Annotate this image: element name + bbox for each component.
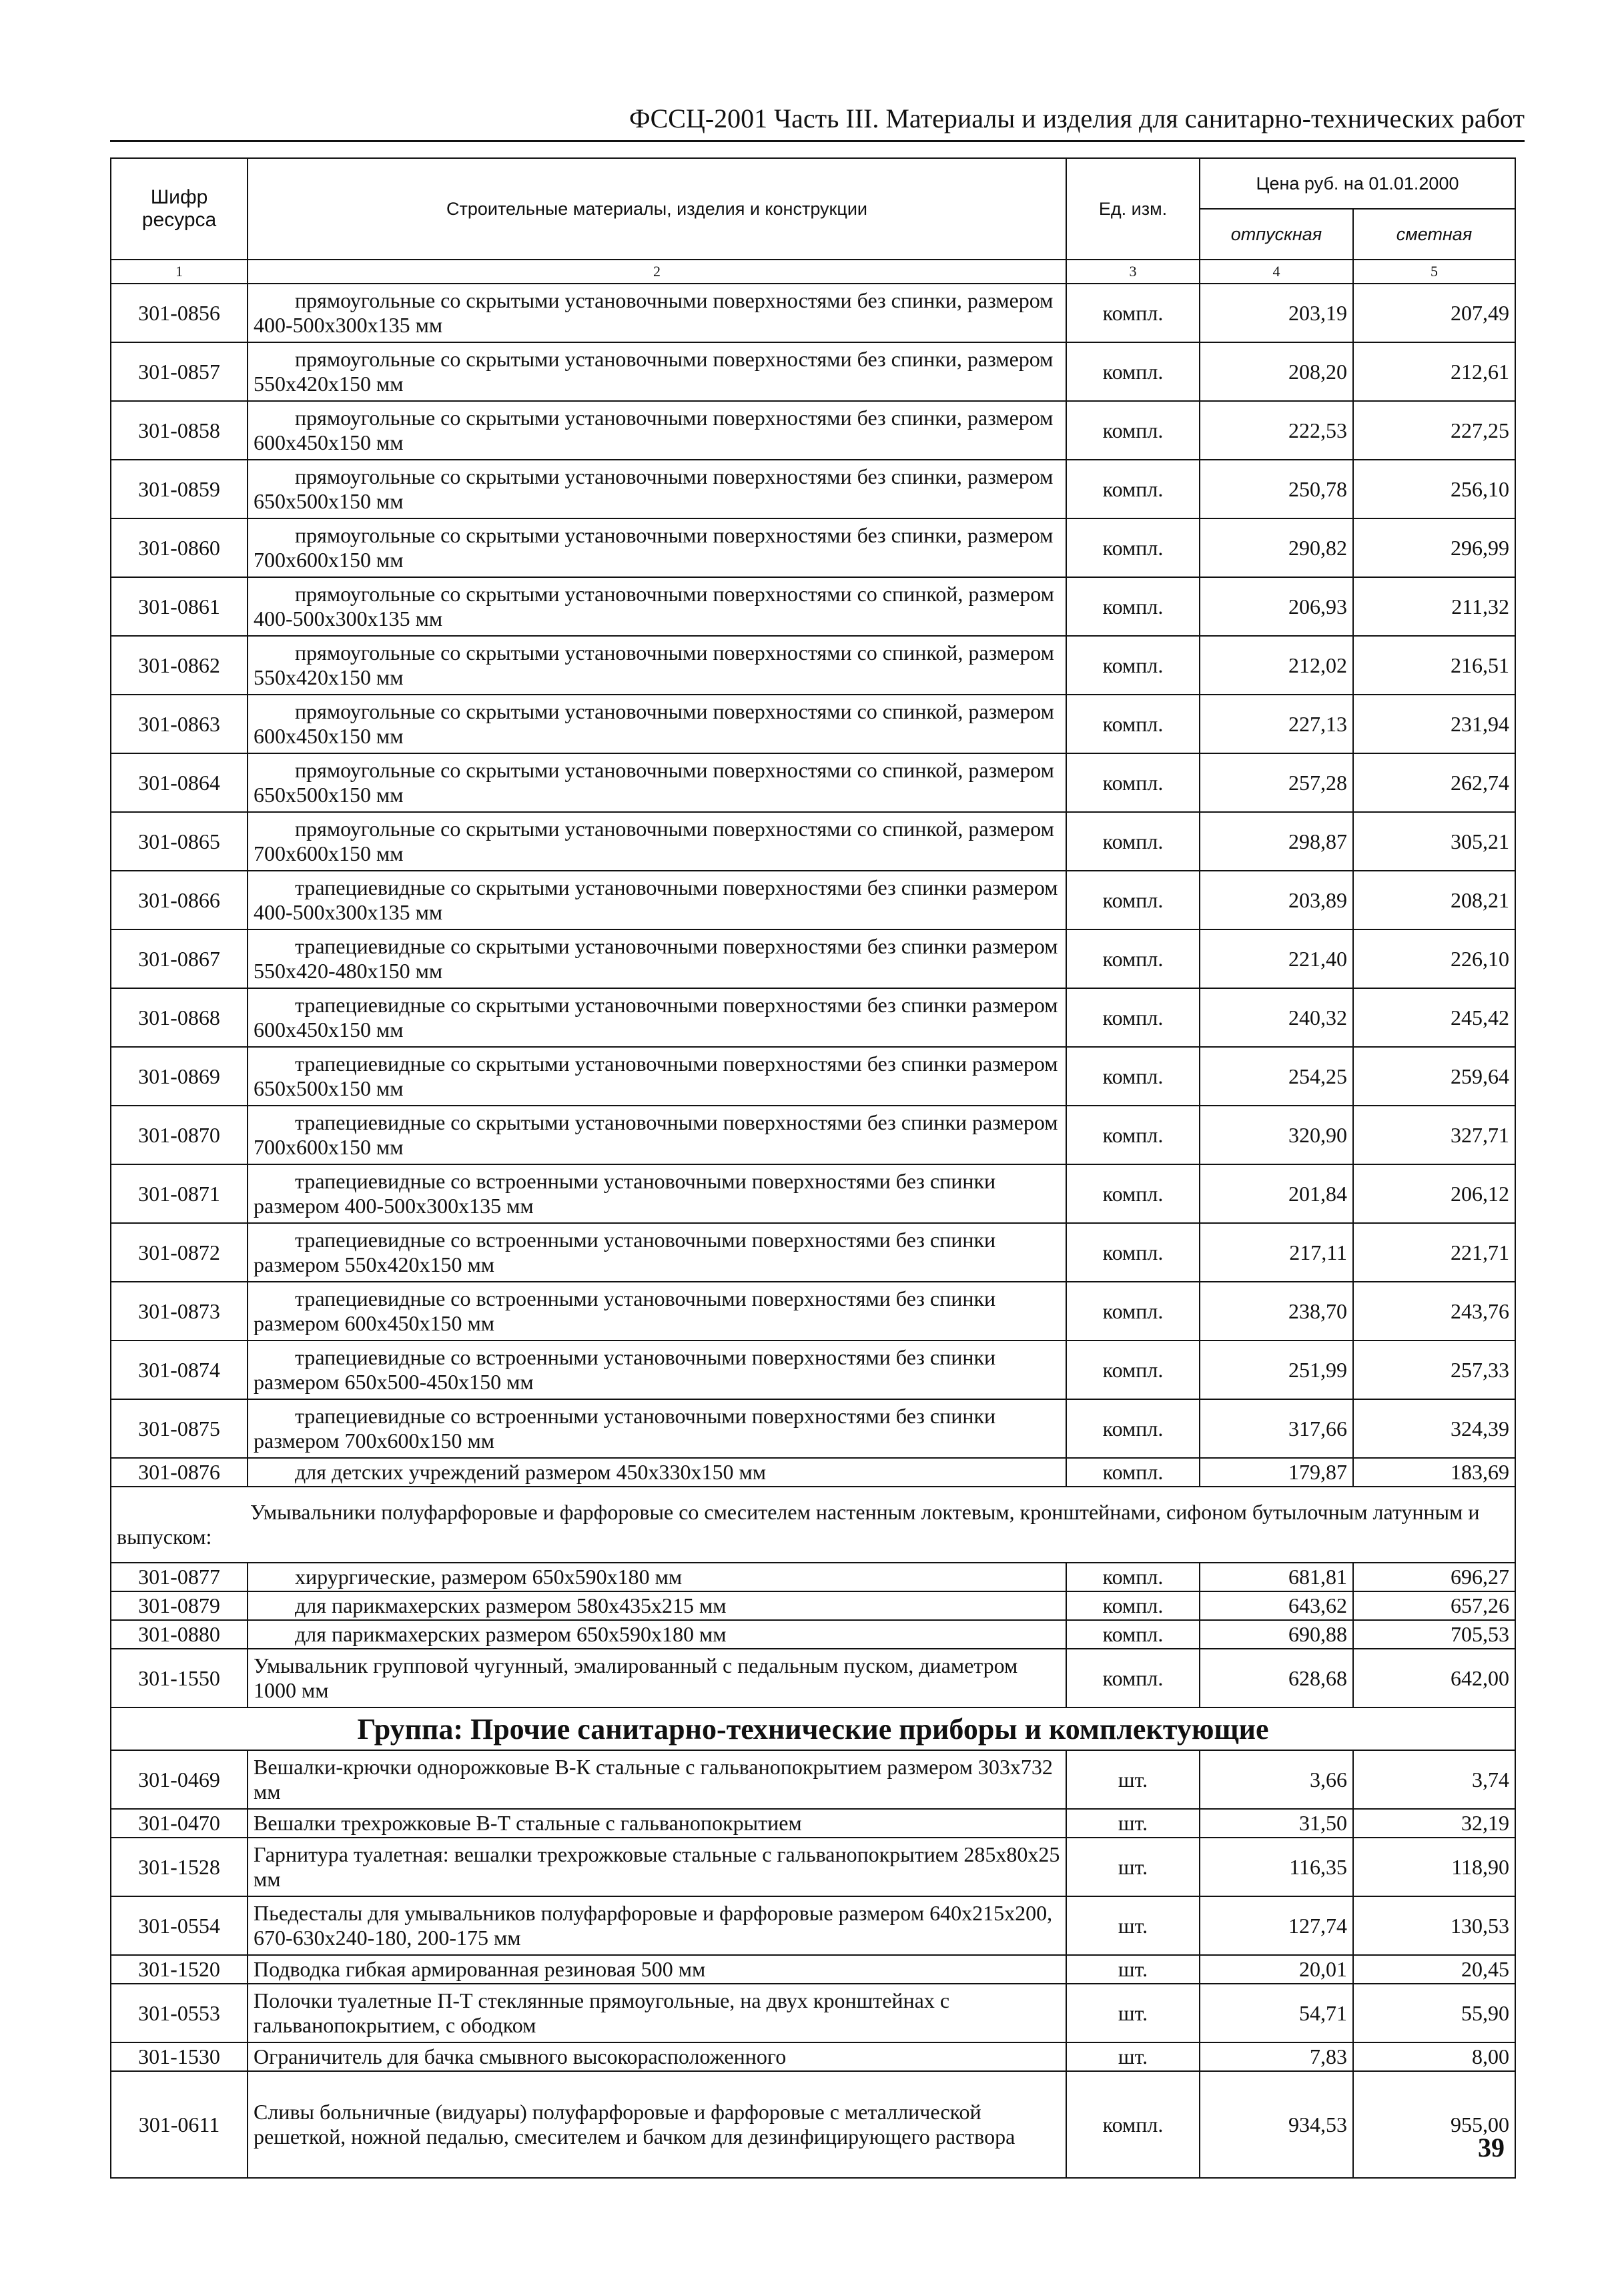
price-wholesale: 179,87 — [1200, 1458, 1353, 1487]
price-estimate: 305,21 — [1353, 812, 1515, 871]
price-table — [110, 157, 1516, 2179]
price-estimate: 324,39 — [1353, 1399, 1515, 1458]
resource-code: 301-0867 — [111, 929, 248, 988]
resource-code: 301-0611 — [111, 2071, 248, 2178]
resource-code: 301-0875 — [111, 1399, 248, 1458]
table-row — [111, 401, 1515, 460]
price-wholesale: 290,82 — [1200, 518, 1353, 577]
col-header-estimate: сметная — [1353, 209, 1515, 260]
price-wholesale: 643,62 — [1200, 1591, 1353, 1620]
unit: компл. — [1066, 460, 1200, 518]
price-estimate: 243,76 — [1353, 1282, 1515, 1341]
resource-name: прямоугольные со скрытыми установочными поверхностями без спинки, размером 550х420х150 мм — [248, 342, 1066, 401]
unit: компл. — [1066, 1164, 1200, 1223]
table-row — [111, 1750, 1515, 1809]
price-estimate: 327,71 — [1353, 1106, 1515, 1164]
unit: компл. — [1066, 988, 1200, 1047]
unit: шт. — [1066, 1750, 1200, 1809]
unit: компл. — [1066, 1399, 1200, 1458]
price-estimate: 955,00 — [1353, 2071, 1515, 2178]
table-row — [111, 812, 1515, 871]
resource-code: 301-0861 — [111, 577, 248, 636]
resource-name: прямоугольные со скрытыми установочными поверхностями без спинки, размером 650х500х150 мм — [248, 460, 1066, 518]
resource-code: 301-0872 — [111, 1223, 248, 1282]
unit: компл. — [1066, 1649, 1200, 1707]
col-index: 4 — [1200, 260, 1353, 284]
page-header-title: ФССЦ-2001 Часть III. Материалы и изделия для санитарно-технических работ — [629, 103, 1525, 133]
table-row — [111, 460, 1515, 518]
resource-name: прямоугольные со скрытыми установочными поверхностями со спинкой, размером 700х600х150 мм — [248, 812, 1066, 871]
resource-code: 301-0554 — [111, 1896, 248, 1955]
price-wholesale: 317,66 — [1200, 1399, 1353, 1458]
resource-name: Пьедесталы для умывальников полуфарфоровые и фарфоровые размером 640х215х200, 670-630х240-180, 200-175 мм — [248, 1896, 1066, 1955]
price-estimate: 657,26 — [1353, 1591, 1515, 1620]
resource-name: трапециевидные со встроенными установочными поверхностями без спинки размером 600х450х150 мм — [248, 1282, 1066, 1341]
price-wholesale: 203,19 — [1200, 284, 1353, 342]
price-wholesale: 203,89 — [1200, 871, 1353, 929]
price-estimate: 221,71 — [1353, 1223, 1515, 1282]
resource-code: 301-0879 — [111, 1591, 248, 1620]
resource-code: 301-0470 — [111, 1809, 248, 1838]
price-wholesale: 240,32 — [1200, 988, 1353, 1047]
price-wholesale: 251,99 — [1200, 1341, 1353, 1399]
resource-name: Гарнитура туалетная: вешалки трехрожковые стальные с гальванопокрытием 285х80х25 мм — [248, 1838, 1066, 1896]
table-row — [111, 284, 1515, 342]
price-estimate: 20,45 — [1353, 1955, 1515, 1984]
resource-name: трапециевидные со скрытыми установочными поверхностями без спинки размером 600х450х150 мм — [248, 988, 1066, 1047]
price-wholesale: 257,28 — [1200, 753, 1353, 812]
resource-code: 301-0865 — [111, 812, 248, 871]
table-row — [111, 636, 1515, 695]
resource-name: Умывальник групповой чугунный, эмалированный с педальным пуском, диаметром 1000 мм — [248, 1649, 1066, 1707]
resource-name: Подводка гибкая армированная резиновая 500 мм — [248, 1955, 1066, 1984]
unit: компл. — [1066, 284, 1200, 342]
price-wholesale: 254,25 — [1200, 1047, 1353, 1106]
price-estimate: 216,51 — [1353, 636, 1515, 695]
resource-name: для парикмахерских размером 580х435х215 мм — [248, 1591, 1066, 1620]
price-estimate: 256,10 — [1353, 460, 1515, 518]
price-estimate: 8,00 — [1353, 2042, 1515, 2071]
resource-name: Вешалки-крючки однорожковые В-К стальные с гальванопокрытием размером 303х732 мм — [248, 1750, 1066, 1809]
price-estimate: 130,53 — [1353, 1896, 1515, 1955]
price-estimate: 231,94 — [1353, 695, 1515, 753]
price-wholesale: 222,53 — [1200, 401, 1353, 460]
table-row — [111, 871, 1515, 929]
price-wholesale: 320,90 — [1200, 1106, 1353, 1164]
resource-name: трапециевидные со скрытыми установочными поверхностями без спинки размером 400-500х300х135 мм — [248, 871, 1066, 929]
resource-name: прямоугольные со скрытыми установочными поверхностями без спинки, размером 700х600х150 мм — [248, 518, 1066, 577]
page-header — [110, 100, 1525, 142]
resource-code: 301-0868 — [111, 988, 248, 1047]
unit: компл. — [1066, 2071, 1200, 2178]
resource-code: 301-0860 — [111, 518, 248, 577]
price-estimate: 32,19 — [1353, 1809, 1515, 1838]
resource-code: 301-1550 — [111, 1649, 248, 1707]
col-header-unit: Ед. изм. — [1066, 158, 1200, 260]
resource-name: Полочки туалетные П-Т стеклянные прямоугольные, на двух кронштейнах с гальванопокрытием, с ободком — [248, 1984, 1066, 2042]
table-row — [111, 929, 1515, 988]
price-estimate: 257,33 — [1353, 1341, 1515, 1399]
unit: шт. — [1066, 1896, 1200, 1955]
table-row — [111, 1809, 1515, 1838]
section-row — [111, 1487, 1515, 1563]
col-header-wholesale: отпускная — [1200, 209, 1353, 260]
price-estimate: 227,25 — [1353, 401, 1515, 460]
unit: компл. — [1066, 753, 1200, 812]
resource-code: 301-0862 — [111, 636, 248, 695]
unit: компл. — [1066, 1563, 1200, 1591]
resource-name: прямоугольные со скрытыми установочными поверхностями со спинкой, размером 550х420х150 мм — [248, 636, 1066, 695]
resource-code: 301-0866 — [111, 871, 248, 929]
table-row — [111, 695, 1515, 753]
price-estimate: 183,69 — [1353, 1458, 1515, 1487]
resource-code: 301-1520 — [111, 1955, 248, 1984]
col-index: 2 — [248, 260, 1066, 284]
price-estimate: 211,32 — [1353, 577, 1515, 636]
col-header-code: Шифр ресурса — [111, 158, 248, 260]
resource-code: 301-0874 — [111, 1341, 248, 1399]
table-row — [111, 577, 1515, 636]
resource-name: хирургические, размером 650х590х180 мм — [248, 1563, 1066, 1591]
price-wholesale: 221,40 — [1200, 929, 1353, 988]
table-row — [111, 1223, 1515, 1282]
table-row — [111, 1047, 1515, 1106]
col-header-name: Строительные материалы, изделия и конструкции — [248, 158, 1066, 260]
resource-code: 301-0859 — [111, 460, 248, 518]
price-wholesale: 934,53 — [1200, 2071, 1353, 2178]
resource-name: трапециевидные со встроенными установочными поверхностями без спинки размером 650х500-450х150 мм — [248, 1341, 1066, 1399]
price-wholesale: 20,01 — [1200, 1955, 1353, 1984]
unit: компл. — [1066, 577, 1200, 636]
unit: компл. — [1066, 1223, 1200, 1282]
table-row — [111, 1282, 1515, 1341]
unit: компл. — [1066, 401, 1200, 460]
table-row — [111, 753, 1515, 812]
price-wholesale: 116,35 — [1200, 1838, 1353, 1896]
resource-name: трапециевидные со встроенными установочными поверхностями без спинки размером 400-500х300х135 мм — [248, 1164, 1066, 1223]
section-text: Умывальники полуфарфоровые и фарфоровые со смесителем настенным локтевым, кронштейнами, сифоном бутылочным латунным и выпуском: — [111, 1487, 1515, 1563]
resource-name: прямоугольные со скрытыми установочными поверхностями без спинки, размером 600х450х150 мм — [248, 401, 1066, 460]
resource-code: 301-0469 — [111, 1750, 248, 1809]
price-wholesale: 127,74 — [1200, 1896, 1353, 1955]
unit: компл. — [1066, 636, 1200, 695]
table-row — [111, 1838, 1515, 1896]
resource-name: трапециевидные со встроенными установочными поверхностями без спинки размером 550х420х150 мм — [248, 1223, 1066, 1282]
price-estimate: 207,49 — [1353, 284, 1515, 342]
resource-name: прямоугольные со скрытыми установочными поверхностями со спинкой, размером 400-500х300х135 мм — [248, 577, 1066, 636]
resource-code: 301-0863 — [111, 695, 248, 753]
group-title: Группа: Прочие санитарно-технические приборы и комплектующие — [111, 1707, 1515, 1750]
price-estimate: 226,10 — [1353, 929, 1515, 988]
unit: компл. — [1066, 871, 1200, 929]
table-row — [111, 1984, 1515, 2042]
resource-name: Сливы больничные (видуары) полуфарфоровые и фарфоровые с металлической решеткой, ножной педалью, смесителем и бачком для дезинфицирующего раствора — [248, 2071, 1066, 2178]
resource-name: трапециевидные со скрытыми установочными поверхностями без спинки размером 700х600х150 мм — [248, 1106, 1066, 1164]
price-wholesale: 681,81 — [1200, 1563, 1353, 1591]
unit: шт. — [1066, 1838, 1200, 1896]
price-wholesale: 212,02 — [1200, 636, 1353, 695]
col-header-price: Цена руб. на 01.01.2000 — [1200, 158, 1515, 209]
unit: компл. — [1066, 1620, 1200, 1649]
unit: компл. — [1066, 929, 1200, 988]
price-wholesale: 31,50 — [1200, 1809, 1353, 1838]
price-estimate: 259,64 — [1353, 1047, 1515, 1106]
unit: компл. — [1066, 1458, 1200, 1487]
price-estimate: 262,74 — [1353, 753, 1515, 812]
unit: компл. — [1066, 1106, 1200, 1164]
unit: шт. — [1066, 1955, 1200, 1984]
price-estimate: 3,74 — [1353, 1750, 1515, 1809]
resource-code: 301-0870 — [111, 1106, 248, 1164]
price-wholesale: 298,87 — [1200, 812, 1353, 871]
table-row — [111, 1164, 1515, 1223]
price-estimate: 212,61 — [1353, 342, 1515, 401]
unit: компл. — [1066, 1047, 1200, 1106]
resource-name: для парикмахерских размером 650х590х180 мм — [248, 1620, 1066, 1649]
unit: компл. — [1066, 518, 1200, 577]
col-index: 1 — [111, 260, 248, 284]
unit: компл. — [1066, 1341, 1200, 1399]
table-row — [111, 1458, 1515, 1487]
table-row — [111, 1620, 1515, 1649]
table-row — [111, 1649, 1515, 1707]
table-row — [111, 342, 1515, 401]
table-row — [111, 1341, 1515, 1399]
table-row — [111, 1563, 1515, 1591]
price-wholesale: 54,71 — [1200, 1984, 1353, 2042]
table-row — [111, 2071, 1515, 2178]
resource-code: 301-0856 — [111, 284, 248, 342]
unit: компл. — [1066, 812, 1200, 871]
price-wholesale: 238,70 — [1200, 1282, 1353, 1341]
unit: шт. — [1066, 2042, 1200, 2071]
table-row — [111, 988, 1515, 1047]
resource-code: 301-1530 — [111, 2042, 248, 2071]
table-row — [111, 1896, 1515, 1955]
resource-name: трапециевидные со скрытыми установочными поверхностями без спинки размером 650х500х150 мм — [248, 1047, 1066, 1106]
table-row — [111, 1955, 1515, 1984]
resource-code: 301-0858 — [111, 401, 248, 460]
price-estimate: 55,90 — [1353, 1984, 1515, 2042]
resource-code: 301-0871 — [111, 1164, 248, 1223]
price-wholesale: 201,84 — [1200, 1164, 1353, 1223]
col-index: 3 — [1066, 260, 1200, 284]
table-row — [111, 1591, 1515, 1620]
price-wholesale: 7,83 — [1200, 2042, 1353, 2071]
resource-name: Вешалки трехрожковые В-Т стальные с гальванопокрытием — [248, 1809, 1066, 1838]
unit: шт. — [1066, 1984, 1200, 2042]
resource-code: 301-0869 — [111, 1047, 248, 1106]
price-wholesale: 227,13 — [1200, 695, 1353, 753]
unit: компл. — [1066, 1591, 1200, 1620]
unit: шт. — [1066, 1809, 1200, 1838]
price-wholesale: 217,11 — [1200, 1223, 1353, 1282]
resource-code: 301-0876 — [111, 1458, 248, 1487]
resource-code: 301-0877 — [111, 1563, 248, 1591]
table-row — [111, 518, 1515, 577]
resource-name: прямоугольные со скрытыми установочными поверхностями без спинки, размером 400-500х300х135 мм — [248, 284, 1066, 342]
price-wholesale: 208,20 — [1200, 342, 1353, 401]
table-row — [111, 1106, 1515, 1164]
price-estimate: 118,90 — [1353, 1838, 1515, 1896]
table-row — [111, 1399, 1515, 1458]
resource-code: 301-0873 — [111, 1282, 248, 1341]
price-estimate: 206,12 — [1353, 1164, 1515, 1223]
price-wholesale: 690,88 — [1200, 1620, 1353, 1649]
group-row — [111, 1707, 1515, 1750]
price-wholesale: 628,68 — [1200, 1649, 1353, 1707]
resource-name: трапециевидные со встроенными установочными поверхностями без спинки размером 700х600х150 мм — [248, 1399, 1066, 1458]
price-wholesale: 3,66 — [1200, 1750, 1353, 1809]
price-estimate: 245,42 — [1353, 988, 1515, 1047]
price-estimate: 296,99 — [1353, 518, 1515, 577]
resource-name: для детских учреждений размером 450х330х150 мм — [248, 1458, 1066, 1487]
resource-code: 301-0553 — [111, 1984, 248, 2042]
resource-code: 301-1528 — [111, 1838, 248, 1896]
price-wholesale: 250,78 — [1200, 460, 1353, 518]
unit: компл. — [1066, 695, 1200, 753]
resource-code: 301-0880 — [111, 1620, 248, 1649]
resource-code: 301-0864 — [111, 753, 248, 812]
unit: компл. — [1066, 342, 1200, 401]
price-estimate: 642,00 — [1353, 1649, 1515, 1707]
table-row — [111, 2042, 1515, 2071]
unit: компл. — [1066, 1282, 1200, 1341]
page-number: 39 — [1478, 2133, 1505, 2163]
price-wholesale: 206,93 — [1200, 577, 1353, 636]
col-index: 5 — [1353, 260, 1515, 284]
resource-name: прямоугольные со скрытыми установочными поверхностями со спинкой, размером 600х450х150 мм — [248, 695, 1066, 753]
price-estimate: 696,27 — [1353, 1563, 1515, 1591]
price-estimate: 705,53 — [1353, 1620, 1515, 1649]
resource-name: прямоугольные со скрытыми установочными поверхностями со спинкой, размером 650х500х150 мм — [248, 753, 1066, 812]
price-estimate: 208,21 — [1353, 871, 1515, 929]
resource-name: трапециевидные со скрытыми установочными поверхностями без спинки размером 550х420-480х150 мм — [248, 929, 1066, 988]
resource-code: 301-0857 — [111, 342, 248, 401]
resource-name: Ограничитель для бачка смывного высокорасположенного — [248, 2042, 1066, 2071]
